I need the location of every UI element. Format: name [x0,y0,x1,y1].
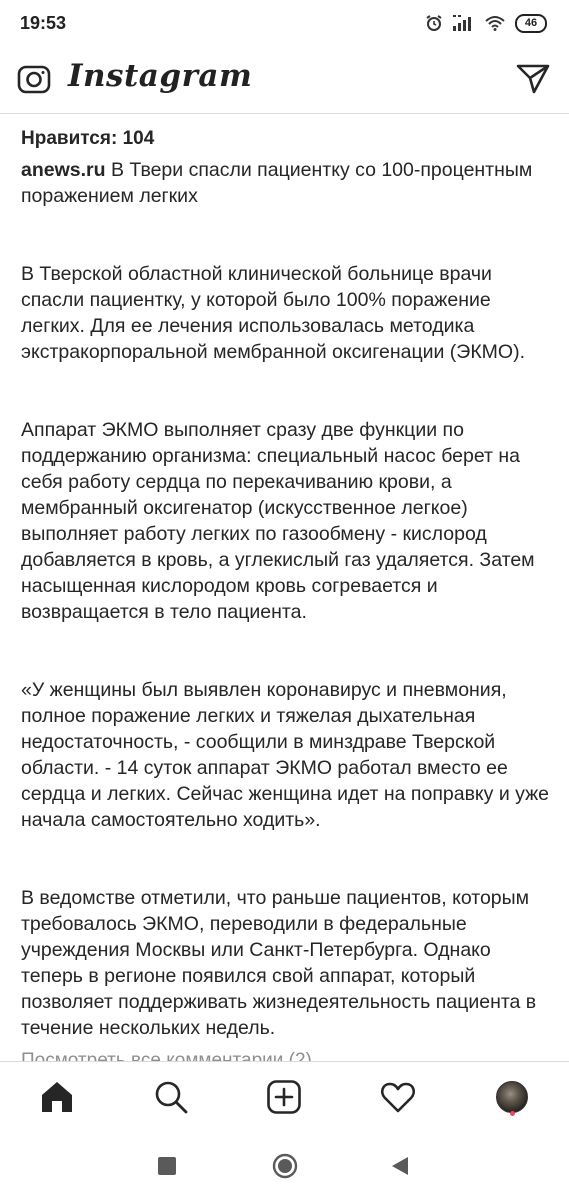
status-time: 19:53 [20,12,67,33]
nav-home-button[interactable] [32,1072,82,1122]
system-back-button[interactable] [389,1155,411,1177]
plus-square-icon [266,1079,302,1115]
avatar [496,1081,528,1113]
nav-profile-button[interactable] [487,1072,537,1122]
status-bar [0,0,569,46]
post-paragraph: В Тверской областной клинической больнице врачи спасли пациентку, у которой было 100% поражение легких. Для ее лечения использовалась методика экстракорпоральной мембранной оксигенации (ЭКМО). [21,263,526,363]
recent-apps-button[interactable] [158,1157,176,1175]
instagram-logo: Instagram [68,58,253,94]
triangle-back-icon [389,1155,411,1177]
home-icon [39,1079,75,1115]
system-home-button[interactable] [272,1153,298,1179]
system-navigation-bar [0,1131,569,1200]
search-icon [153,1079,189,1115]
nav-search-button[interactable] [146,1072,196,1122]
spacer [21,365,551,417]
post-caption [21,157,551,209]
status-icons [425,14,547,33]
spacer [21,209,551,261]
paper-plane-icon [515,61,551,97]
post-paragraph: Аппарат ЭКМО выполняет сразу две функции по поддержанию организма: специальный насос берет на себя работу сердца по перекачиванию крови, а мембранный оксигенатор (искусственное легкое) выполняет работу легких по газообмену - кислород добавляется в кровь, а углекислый газ удаляется. Затем насыщенная кислородом кровь согревается и возвращается в тело пациента. [21,419,535,623]
post-username[interactable]: anews.ru [21,159,106,181]
nav-activity-button[interactable] [373,1072,423,1122]
alarm-icon [425,14,443,32]
nav-new-post-button[interactable] [259,1072,309,1122]
post-title: В Твери спасли пациентку со 100-процентным поражением легких [21,159,533,207]
direct-messages-button[interactable] [515,61,551,97]
wifi-icon [485,15,505,31]
bottom-navigation [0,1061,569,1131]
likes-count[interactable]: Нравится: 104 [21,128,155,149]
camera-button[interactable] [16,61,52,97]
post-paragraph: В ведомстве отметили, что раньше пациентов, которым требовалось ЭКМО, переводили в федеральные учреждения Москвы или Санкт-Петербурга. Однако теперь в регионе появился свой аппарат, который позволяет поддерживать жизнедеятельность пациента в течение нескольких недель. [21,887,537,1039]
circle-home-icon [272,1153,298,1179]
signal-icon [453,15,475,31]
notification-dot [510,1111,515,1116]
spacer [21,625,551,677]
camera-icon [16,61,52,97]
post-paragraph: «У женщины был выявлен коронавирус и пневмония, полное поражение легких и тяжелая дыхательная недостаточность, - сообщили в минздраве Тверской области. - 14 суток аппарат ЭКМО работал вместо ее сердца и легких. Сейчас женщина идет на поправку и уже начала самостоятельно ходить». [21,679,550,831]
battery-indicator: 46 [515,14,547,33]
spacer [21,833,551,885]
post-content [21,126,551,1041]
app-header [0,46,569,114]
heart-icon [380,1079,416,1115]
